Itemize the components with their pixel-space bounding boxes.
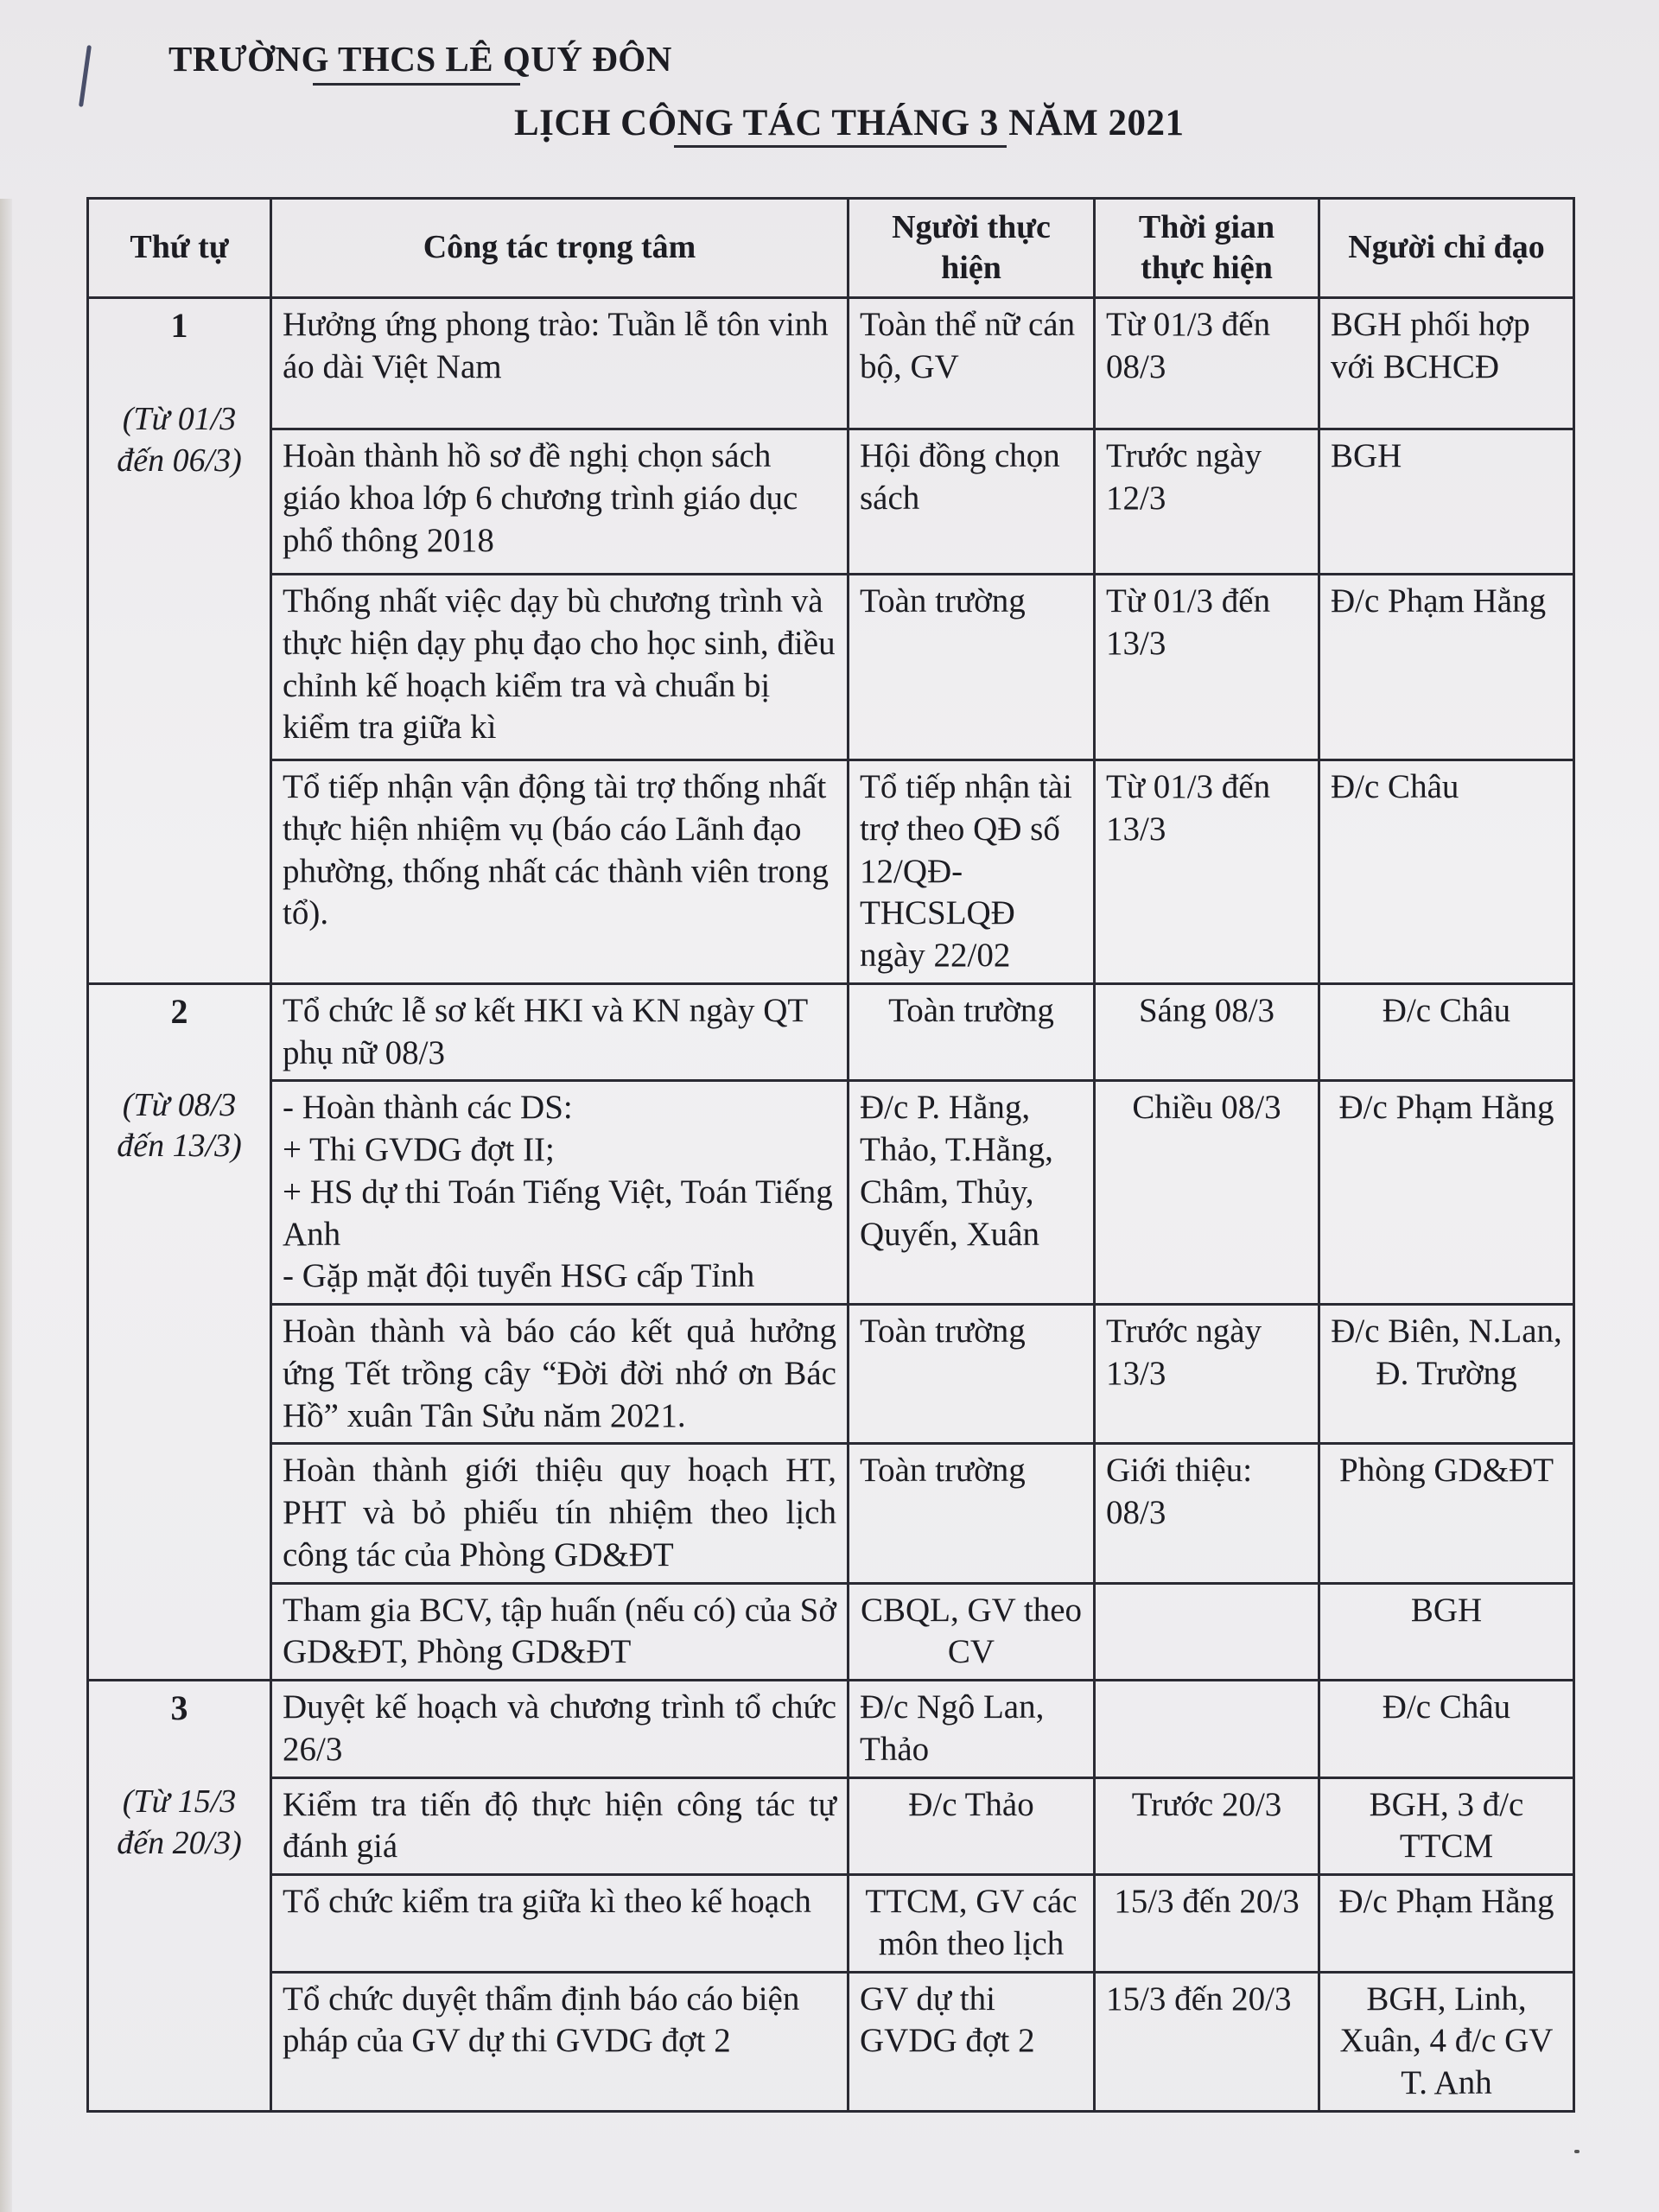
time-cell: Giới thiệu: 08/3 (1095, 1444, 1319, 1583)
week-range: (Từ 15/3 đến 20/3) (117, 1783, 242, 1861)
executor-cell: Đ/c P. Hằng, Thảo, T.Hằng, Châm, Thủy, Quyến, Xuân (849, 1081, 1095, 1305)
time-cell: Chiều 08/3 (1095, 1081, 1319, 1305)
task-cell: Tổ chức lễ sơ kết HKI và KN ngày QT phụ nữ 08/3 (271, 983, 849, 1081)
director-cell: Đ/c Châu (1319, 760, 1574, 984)
time-cell: Trước 20/3 (1095, 1777, 1319, 1875)
executor-cell: Toàn trường (849, 983, 1095, 1081)
time-cell: 15/3 đến 20/3 (1095, 1875, 1319, 1973)
executor-cell: Toàn trường (849, 1444, 1095, 1583)
director-cell: Đ/c Phạm Hằng (1319, 575, 1574, 760)
task-cell: Kiểm tra tiến độ thực hiện công tác tự đánh giá (271, 1777, 849, 1875)
header-row (88, 199, 1574, 298)
director-cell: BGH phối hợp với BCHCĐ (1319, 298, 1574, 429)
director-cell: Phòng GD&ĐT (1319, 1444, 1574, 1583)
time-cell: Từ 01/3 đến 08/3 (1095, 298, 1319, 429)
table-row (88, 575, 1574, 760)
executor-cell: Hội đồng chọn sách (849, 429, 1095, 575)
director-cell: Đ/c Châu (1319, 1681, 1574, 1778)
director-cell: BGH (1319, 1583, 1574, 1681)
pen-mark (79, 45, 92, 107)
week-range: (Từ 08/3 đến 13/3) (117, 1086, 242, 1165)
executor-cell: Toàn thể nữ cán bộ, GV (849, 298, 1095, 429)
title-underline (674, 145, 1007, 148)
column-header-executor: Người thực hiện (849, 199, 1095, 298)
task-cell: Hoàn thành và báo cáo kết quả hưởng ứng Tết trồng cây “Đời đời nhớ ơn Bác Hồ” xuân Tân Sửu năm 2021. (271, 1305, 849, 1444)
time-cell: Trước ngày 13/3 (1095, 1305, 1319, 1444)
director-cell: Đ/c Biên, N.Lan, Đ. Trường (1319, 1305, 1574, 1444)
director-cell: Đ/c Châu (1319, 983, 1574, 1081)
task-cell: Duyệt kế hoạch và chương trình tổ chức 26/3 (271, 1681, 849, 1778)
task-cell: Tổ tiếp nhận vận động tài trợ thống nhất thực hiện nhiệm vụ (báo cáo Lãnh đạo phường, thống nhất các thành viên trong tổ). (271, 760, 849, 984)
task-cell: Tham gia BCV, tập huấn (nếu có) của Sở GD&ĐT, Phòng GD&ĐT (271, 1583, 849, 1681)
week-cell (88, 298, 271, 984)
time-cell: Trước ngày 12/3 (1095, 429, 1319, 575)
task-cell: Hoàn thành hồ sơ đề nghị chọn sách giáo khoa lớp 6 chương trình giáo dục phổ thông 2018 (271, 429, 849, 575)
column-header-task: Công tác trọng tâm (271, 199, 849, 298)
paper-edge (0, 199, 12, 2212)
executor-cell: Toàn trường (849, 1305, 1095, 1444)
time-cell (1095, 1681, 1319, 1778)
executor-cell: Tổ tiếp nhận tài trợ theo QĐ số 12/QĐ-THCSLQĐ ngày 22/02 (849, 760, 1095, 984)
task-cell: Tổ chức kiểm tra giữa kì theo kế hoạch (271, 1875, 849, 1973)
executor-cell: Đ/c Thảo (849, 1777, 1095, 1875)
task-cell: Hoàn thành giới thiệu quy hoạch HT, PHT và bỏ phiếu tín nhiệm theo lịch công tác của Phòng GD&ĐT (271, 1444, 849, 1583)
table-row (88, 1777, 1574, 1875)
director-cell: Đ/c Phạm Hằng (1319, 1081, 1574, 1305)
document-title: LỊCH CÔNG TÁC THÁNG 3 NĂM 2021 (514, 103, 1185, 143)
time-cell: Sáng 08/3 (1095, 983, 1319, 1081)
table-row (88, 298, 1574, 429)
week-cell (88, 983, 271, 1680)
week-range: (Từ 01/3 đến 06/3) (117, 401, 242, 479)
table-row (88, 1681, 1574, 1778)
table-row (88, 1081, 1574, 1305)
week-number: 2 (170, 991, 188, 1031)
table-row (88, 1305, 1574, 1444)
table-row (88, 1583, 1574, 1681)
executor-cell: GV dự thi GVDG đợt 2 (849, 1972, 1095, 2111)
executor-cell: Đ/c Ngô Lan, Thảo (849, 1681, 1095, 1778)
table-row (88, 1875, 1574, 1973)
task-cell: - Hoàn thành các DS: + Thi GVDG đợt II; + HS dự thi Toán Tiếng Việt, Toán Tiếng Anh - Gặp mặt đội tuyển HSG cấp Tỉnh (271, 1081, 849, 1305)
schedule-table (86, 197, 1575, 2113)
task-cell: Tổ chức duyệt thẩm định báo cáo biện pháp của GV dự thi GVDG đợt 2 (271, 1972, 849, 2111)
task-cell: Thống nhất việc dạy bù chương trình và thực hiện dạy phụ đạo cho học sinh, điều chỉnh kế hoạch kiểm tra và chuẩn bị kiểm tra giữa kì (271, 575, 849, 760)
school-name: TRƯỜNG THCS LÊ QUÝ ĐÔN (168, 39, 672, 79)
executor-cell: CBQL, GV theo CV (849, 1583, 1095, 1681)
table-row (88, 429, 1574, 575)
school-underline (313, 83, 520, 86)
director-cell: BGH, Linh, Xuân, 4 đ/c GV T. Anh (1319, 1972, 1574, 2111)
time-cell: Từ 01/3 đến 13/3 (1095, 760, 1319, 984)
director-cell: BGH (1319, 429, 1574, 575)
director-cell: Đ/c Phạm Hằng (1319, 1875, 1574, 1973)
task-cell: Hưởng ứng phong trào: Tuần lễ tôn vinh áo dài Việt Nam (271, 298, 849, 429)
week-cell (88, 1681, 271, 2112)
week-number: 3 (170, 1688, 188, 1727)
table-row (88, 1972, 1574, 2111)
week-number: 1 (170, 306, 188, 345)
director-cell: BGH, 3 đ/c TTCM (1319, 1777, 1574, 1875)
time-cell (1095, 1583, 1319, 1681)
column-header-order: Thứ tự (88, 199, 271, 298)
paper-speck (1574, 2150, 1580, 2153)
table-row (88, 760, 1574, 984)
column-header-director: Người chỉ đạo (1319, 199, 1574, 298)
table-row (88, 1444, 1574, 1583)
table-row (88, 983, 1574, 1081)
executor-cell: Toàn trường (849, 575, 1095, 760)
time-cell: Từ 01/3 đến 13/3 (1095, 575, 1319, 760)
time-cell: 15/3 đến 20/3 (1095, 1972, 1319, 2111)
column-header-time: Thời gian thực hiện (1095, 199, 1319, 298)
executor-cell: TTCM, GV các môn theo lịch (849, 1875, 1095, 1973)
